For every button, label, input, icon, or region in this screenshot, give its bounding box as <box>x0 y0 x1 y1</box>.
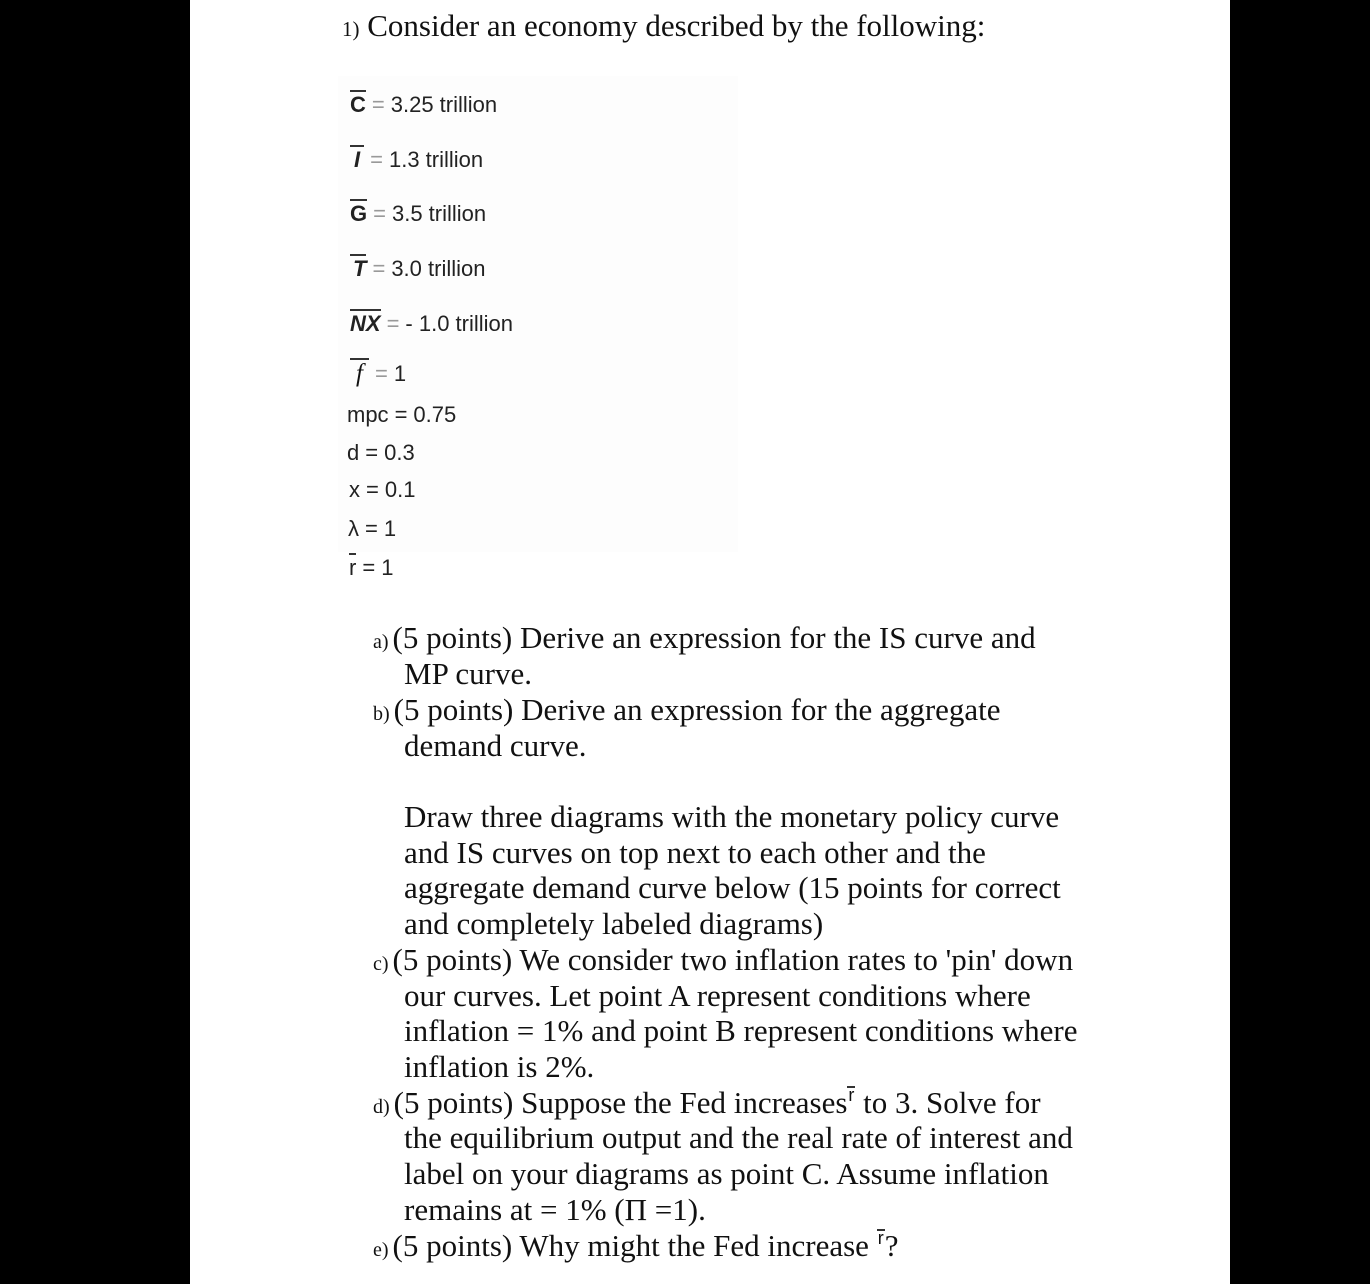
given-nx-value: - 1.0 trillion <box>405 311 514 336</box>
given-mpc-value: 0.75 <box>413 402 457 427</box>
given-r-value: 1 <box>381 555 394 580</box>
question-number: 1) <box>342 17 360 41</box>
given-f: f = 1 <box>350 358 406 388</box>
part-c-line-4: inflation is 2%. <box>404 1049 595 1084</box>
given-f-value: 1 <box>393 361 407 386</box>
part-d-line-3: label on your diagrams as point C. Assume inflation <box>404 1156 1049 1191</box>
part-e-text: (5 points) Why might the Fed increase <box>392 1228 877 1263</box>
part-d-line-2: the equilibrium output and the real rate of interest and <box>404 1120 1073 1155</box>
r-bar-symbol-e: r <box>877 1228 884 1248</box>
part-d-line-1-post: to 3. Solve for <box>855 1085 1041 1120</box>
given-nx-symbol: NX <box>350 311 381 336</box>
part-a <box>373 620 1036 656</box>
given-c-value: 3.25 trillion <box>390 92 498 117</box>
part-c-line-3: inflation = 1% and point B represent conditions where <box>404 1013 1078 1048</box>
draw-line-3: aggregate demand curve below (15 points for correct <box>404 870 1061 905</box>
part-d <box>373 1085 1041 1121</box>
given-c: C = 3.25 trillion <box>350 92 498 117</box>
given-g: G = 3.5 trillion <box>350 201 487 226</box>
r-bar-symbol: r <box>848 1085 855 1105</box>
question-title-text: Consider an economy described by the following: <box>367 8 986 43</box>
given-d-value: 0.3 <box>384 440 415 465</box>
given-f-symbol: f <box>350 358 369 388</box>
part-d-line-1-pre: (5 points) Suppose the Fed increases <box>393 1085 848 1120</box>
draw-line-1: Draw three diagrams with the monetary policy curve <box>404 799 1060 834</box>
part-d-line-4: remains at = 1% (Π =1). <box>404 1192 706 1227</box>
draw-line-2: and IS curves on top next to each other and the <box>404 835 986 870</box>
given-lambda-value: 1 <box>383 516 397 541</box>
given-t: T = 3.0 trillion <box>350 254 485 282</box>
part-b-line-2: demand curve. <box>404 728 587 763</box>
given-d-symbol: d <box>347 440 360 465</box>
given-i-symbol: I <box>350 145 364 173</box>
part-d-label: d) <box>373 1096 390 1118</box>
part-e <box>373 1228 898 1264</box>
given-c-symbol: C <box>350 92 366 117</box>
part-a-label: a) <box>373 631 389 653</box>
given-d: d = 0.3 <box>347 440 415 465</box>
given-nx: NX = - 1.0 trillion <box>350 311 514 336</box>
part-b-label: b) <box>373 703 390 725</box>
given-t-symbol: T <box>350 254 366 282</box>
given-i-value: 1.3 trillion <box>388 147 484 172</box>
question-title <box>342 8 985 44</box>
given-x-value: 0.1 <box>384 477 416 502</box>
given-t-value: 3.0 trillion <box>391 256 486 281</box>
given-g-symbol: G <box>350 201 368 226</box>
part-a-line-1: (5 points) Derive an expression for the IS curve and <box>392 620 1036 655</box>
given-lambda: λ = 1 <box>348 516 397 541</box>
given-lambda-symbol: λ <box>348 516 359 541</box>
draw-line-4: and completely labeled diagrams) <box>404 906 824 941</box>
given-x: x = 0.1 <box>349 477 416 502</box>
given-g-value: 3.5 trillion <box>391 201 487 226</box>
part-b <box>373 692 1001 728</box>
given-mpc-symbol: mpc <box>347 402 389 427</box>
given-x-symbol: x <box>349 477 360 502</box>
part-a-line-2: MP curve. <box>404 656 532 691</box>
part-b-line-1: (5 points) Derive an expression for the aggregate <box>393 692 1001 727</box>
part-c-line-2: our curves. Let point A represent conditions where <box>404 978 1031 1013</box>
given-r-symbol: r <box>349 555 357 580</box>
part-e-label: e) <box>373 1239 389 1261</box>
part-c <box>373 942 1073 978</box>
part-c-line-1: (5 points) We consider two inflation rates to 'pin' down <box>392 942 1074 977</box>
given-i: I = 1.3 trillion <box>350 145 483 173</box>
part-e-post: ? <box>884 1228 899 1263</box>
part-c-label: c) <box>373 953 389 975</box>
given-r: r = 1 <box>349 555 394 580</box>
given-mpc: mpc = 0.75 <box>347 402 457 427</box>
document-page <box>190 0 1230 1284</box>
